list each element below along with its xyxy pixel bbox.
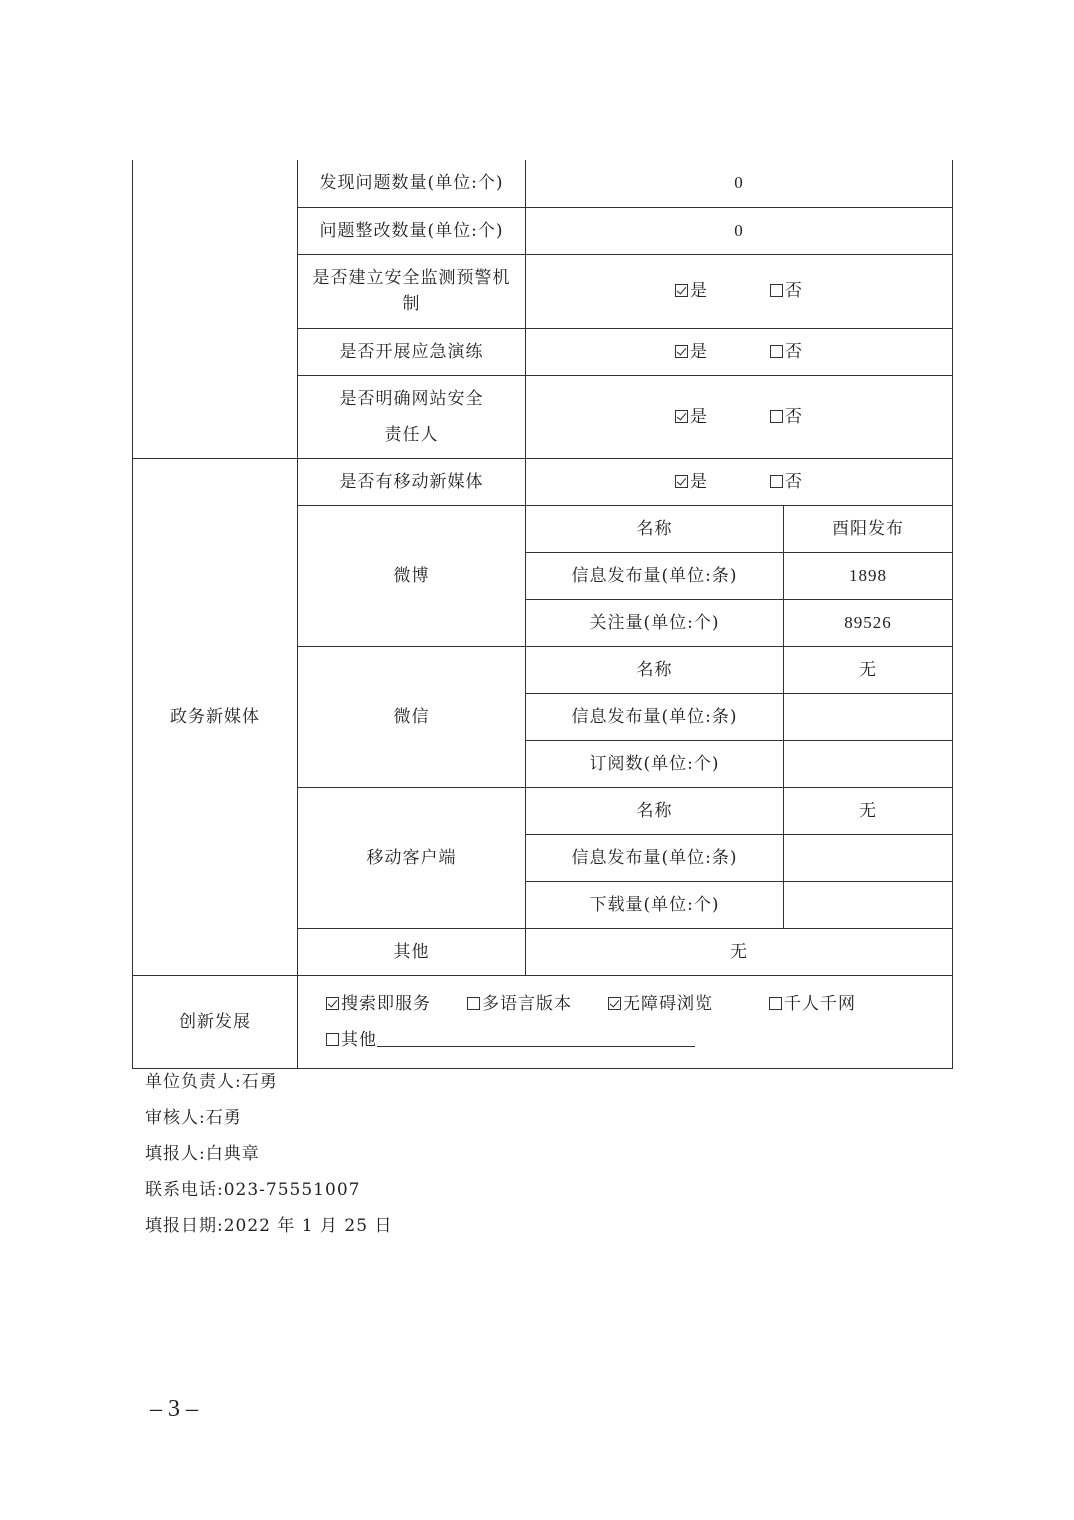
no-label: 否 (785, 406, 803, 427)
yes-label: 是 (690, 341, 708, 362)
report-table (132, 160, 953, 1069)
weibo-name-label: 名称 (526, 505, 784, 552)
innovation-accessibility-option[interactable] (608, 986, 713, 1022)
checkbox-icon[interactable] (770, 410, 783, 423)
innovation-item-label: 千人千网 (784, 993, 856, 1014)
weibo-publish-count: 1898 (784, 552, 953, 599)
checkbox-icon[interactable] (326, 1033, 339, 1046)
yes-label: 是 (690, 406, 708, 427)
responsible-no-option[interactable] (770, 404, 803, 430)
reviewer: 审核人:石勇 (145, 1108, 242, 1128)
yes-label: 是 (690, 281, 708, 301)
checked-checkbox-icon[interactable] (675, 284, 688, 297)
checkbox-icon[interactable] (770, 284, 783, 297)
wechat-label: 微信 (298, 646, 526, 787)
mobile-media-no-option[interactable] (770, 469, 803, 495)
no-label: 否 (785, 471, 803, 492)
checkbox-icon[interactable] (770, 475, 783, 488)
no-label: 否 (785, 341, 803, 362)
wechat-publish-count (784, 693, 953, 740)
innovation-multilang-option[interactable] (467, 986, 572, 1022)
app-downloads (784, 881, 953, 928)
monitoring-yes-option[interactable] (675, 278, 708, 304)
mobile-media-yes-option[interactable] (675, 469, 708, 495)
checked-checkbox-icon[interactable] (675, 475, 688, 488)
other-label: 其他 (298, 928, 526, 975)
wechat-subscribers-label: 订阅数(单位:个) (526, 740, 784, 787)
other-blank-line[interactable] (377, 1028, 695, 1047)
drill-options (526, 328, 953, 375)
checked-checkbox-icon[interactable] (675, 410, 688, 423)
responsible-label-line1: 是否明确网站安全 (339, 388, 484, 409)
innovation-other-option[interactable] (326, 1022, 695, 1058)
innovation-personalized-option[interactable] (769, 986, 856, 1022)
monitoring-label: 是否建立安全监测预警机制 (298, 254, 526, 328)
page-number: – 3 – (150, 1396, 198, 1422)
checkbox-icon[interactable] (770, 345, 783, 358)
unit-head: 单位负责人:石勇 (145, 1072, 278, 1092)
responsible-yes-option[interactable] (675, 404, 708, 430)
monitoring-no-option[interactable] (770, 278, 803, 304)
security-section-cell (133, 160, 298, 458)
wechat-publish-label: 信息发布量(单位:条) (526, 693, 784, 740)
innovation-item-label: 搜索即服务 (341, 993, 431, 1014)
drill-label: 是否开展应急演练 (298, 328, 526, 375)
no-label: 否 (785, 281, 803, 301)
app-label: 移动客户端 (298, 787, 526, 928)
weibo-name: 酉阳发布 (784, 505, 953, 552)
app-name: 无 (784, 787, 953, 834)
responsible-options (526, 375, 953, 458)
signature-block (145, 1070, 392, 1250)
has-mobile-media-label: 是否有移动新媒体 (298, 458, 526, 505)
innovation-item-label: 无障碍浏览 (623, 993, 713, 1014)
checked-checkbox-icon[interactable] (608, 997, 621, 1010)
checked-checkbox-icon[interactable] (326, 997, 339, 1010)
drill-yes-option[interactable] (675, 339, 708, 365)
new-media-section-label: 政务新媒体 (133, 458, 298, 975)
drill-no-option[interactable] (770, 339, 803, 365)
found-issues-value: 0 (526, 160, 953, 207)
checked-checkbox-icon[interactable] (675, 345, 688, 358)
checkbox-icon[interactable] (467, 997, 480, 1010)
app-publish-count (784, 834, 953, 881)
weibo-publish-label: 信息发布量(单位:条) (526, 552, 784, 599)
fill-date: 填报日期:2022 年 1 月 25 日 (145, 1216, 393, 1236)
weibo-followers-label: 关注量(单位:个) (526, 599, 784, 646)
innovation-search-option[interactable] (326, 986, 431, 1022)
app-name-label: 名称 (526, 787, 784, 834)
app-downloads-label: 下载量(单位:个) (526, 881, 784, 928)
app-publish-label: 信息发布量(单位:条) (526, 834, 784, 881)
fixed-issues-label: 问题整改数量(单位:个) (298, 207, 526, 254)
monitoring-options (526, 254, 953, 328)
wechat-subscribers (784, 740, 953, 787)
fixed-issues-value: 0 (526, 207, 953, 254)
responsible-label (298, 375, 526, 458)
innovation-label: 创新发展 (133, 975, 298, 1068)
contact-phone: 联系电话:023-75551007 (145, 1180, 361, 1200)
innovation-other-label: 其他 (341, 1029, 377, 1050)
wechat-name-label: 名称 (526, 646, 784, 693)
weibo-followers: 89526 (784, 599, 953, 646)
yes-label: 是 (690, 471, 708, 492)
other-value: 无 (526, 928, 953, 975)
filler: 填报人:白典章 (145, 1144, 260, 1164)
innovation-options (298, 975, 953, 1068)
has-mobile-media-options (526, 458, 953, 505)
innovation-item-label: 多语言版本 (482, 993, 572, 1014)
wechat-name: 无 (784, 646, 953, 693)
weibo-label: 微博 (298, 505, 526, 646)
found-issues-label: 发现问题数量(单位:个) (298, 160, 526, 207)
responsible-label-line2: 责任人 (384, 424, 439, 445)
checkbox-icon[interactable] (769, 997, 782, 1010)
